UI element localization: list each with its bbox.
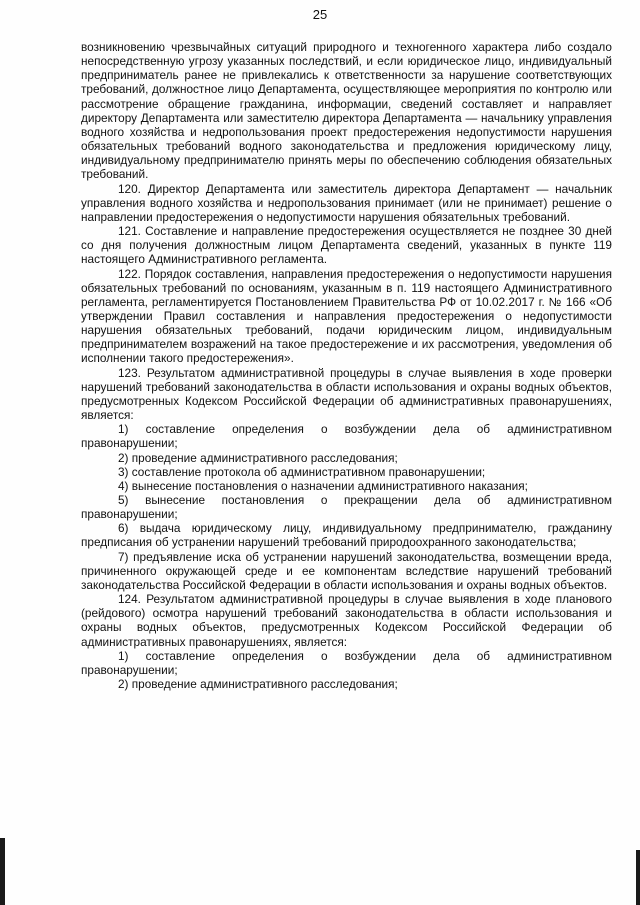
scan-edge-right	[636, 850, 640, 905]
list-item-123-6: 6) выдача юридическому лицу, индивидуальному предпринимателю, гражданину предписания об устранении нарушений требований природоохранного законодательства;	[81, 521, 612, 550]
paragraph-124: 124. Результатом административной процедуры в случае выявления в ходе планового (рейдового) осмотра нарушений требований законодательства в области использования и охраны водных объектов, предусмотренных Кодексом Российской Федерации об административных правонарушениях, является:	[81, 592, 612, 649]
list-item-123-4: 4) вынесение постановления о назначении административного наказания;	[118, 478, 528, 493]
list-item-123-3: 3) составление протокола об административном правонарушении;	[118, 464, 486, 479]
paragraph-continuation: возникновению чрезвычайных ситуаций природного и техногенного характера либо создало непосредственную угрозу указанных последствий, и если юридическое лицо, индивидуальный предприниматель ранее не привлекались к ответственности за нарушение соответствующих требований, должностное лицо Департамента, осуществляющее мероприятия по контролю или рассмотрение обращение гражданина, информации, сведений составляет и направляет директору Департамента или заместителю директора Департамента — начальнику управления водного хозяйства и недропользования проект предостережения недопустимости нарушения обязательных требований водного законодательства и предложения юридическому лицу, индивидуальному предпринимателю принять меры по обеспечению соблюдения обязательных требований.	[81, 40, 612, 182]
scan-edge-left	[0, 838, 5, 905]
paragraph-121: 121. Составление и направление предостережения осуществляется не позднее 30 дней со дня получения должностным лицом Департамента сведений, указанных в пункте 119 настоящего Административного регламента.	[81, 224, 612, 267]
list-item-123-5: 5) вынесение постановления о прекращении дела об административном правонарушении;	[81, 493, 612, 522]
list-item-124-1: 1) составление определения о возбуждении дела об административном правонарушении;	[81, 648, 612, 677]
document-body	[81, 40, 612, 691]
list-item-123-1: 1) составление определения о возбуждении дела об административном правонарушении;	[81, 422, 612, 451]
paragraph-122: 122. Порядок составления, направления предостережения о недопустимости нарушения обязательных требований по основаниям, указанным в п. 119 настоящего Административного регламента, регламентируется Постановлением Правительства РФ от 10.02.2017 г. № 166 «Об утверждении Правил составления и направления предостережения о недопустимости нарушения обязательных требований, подачи юридическим лицом, индивидуальным предпринимателем возражений на такое предостережение и их рассмотрения, уведомления об исполнении такого предостережения».	[81, 266, 612, 366]
list-item-124-2: 2) проведение административного расследования;	[118, 677, 398, 692]
paragraph-120: 120. Директор Департамента или заместитель директора Департамент — начальник управления водного хозяйства и недропользования принимает (или не принимает) решение о направлении предостережения о недопустимости нарушения обязательных требований.	[81, 181, 612, 224]
list-item-123-2: 2) проведение административного расследования;	[118, 450, 398, 465]
list-item-123-7: 7) предъявление иска об устранении нарушений законодательства, возмещении вреда, причиненного окружающей среде и ее компонентам вследствие нарушений требований законодательства Российской Федерации в области использования и охраны водных объектов.	[81, 549, 612, 592]
paragraph-123: 123. Результатом административной процедуры в случае выявления в ходе проверки нарушений требований законодательства в области использования и охраны водных объектов, предусмотренных Кодексом Российской Федерации об административных правонарушениях, является:	[81, 365, 612, 423]
page-number: 25	[312, 7, 328, 22]
